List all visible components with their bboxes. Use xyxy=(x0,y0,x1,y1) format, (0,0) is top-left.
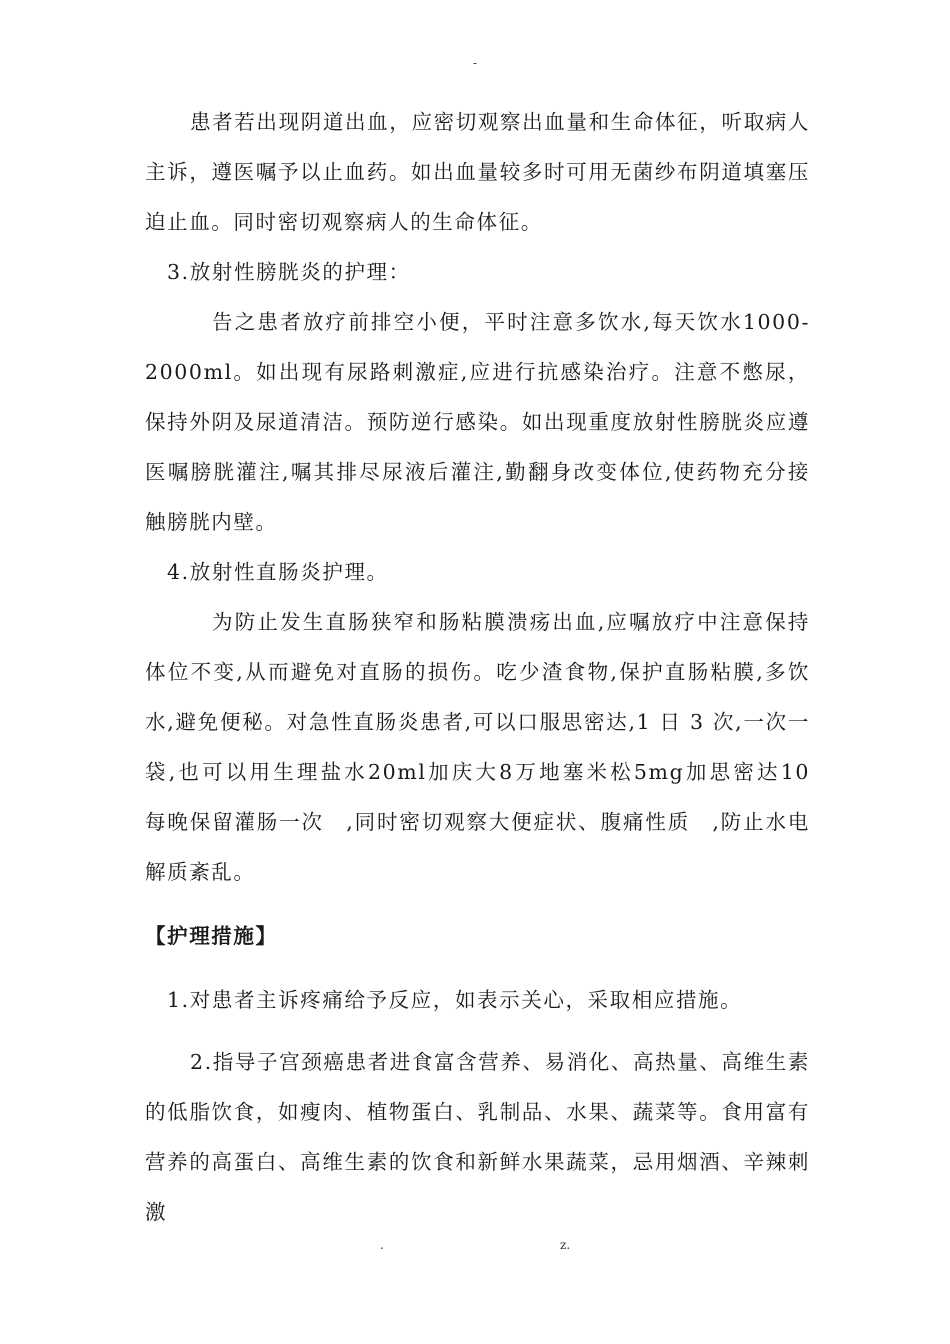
paragraph-radiation-proctitis: 为防止发生直肠狭窄和肠粘膜溃疡出血,应嘱放疗中注意保持体位不变,从而避免对直肠的损伤。吃少渣食物,保护直肠粘膜,多饮水,避免便秘。对急性直肠炎患者,可以口服思密达,1 日 3 次,一次一袋,也可以用生理盐水20ml加庆大8万地塞米松5mg加思密达10 每晚保留灌肠一次 ,同时密切观察大便症状、腹痛性质 ,防止水电解质紊乱。 xyxy=(145,610,833,884)
measure-item-2: 2.指导子宫颈癌患者进食富含营养、易消化、高热量、高维生素的低脂饮食，如瘦肉、植物蛋白、乳制品、水果、蔬菜等。食用富有营养的高蛋白、高维生素的饮食和新鲜水果蔬菜，忌用烟酒、辛辣刺激 xyxy=(145,1050,810,1224)
page-footer-left: . xyxy=(380,1238,384,1252)
heading-radiation-cystitis: 3.放射性膀胱炎的护理： xyxy=(167,260,411,284)
page-header-mark: - xyxy=(472,56,478,70)
heading-radiation-proctitis: 4.放射性直肠炎护理。 xyxy=(167,560,389,584)
page-footer-right: z. xyxy=(560,1238,571,1252)
section-title-nursing-measures: 【护理措施】 xyxy=(145,924,278,948)
paragraph-bleeding-care: 患者若出现阴道出血，应密切观察出血量和生命体征，听取病人主诉，遵医嘱予以止血药。如出血量较多时可用无菌纱布阴道填塞压迫止血。同时密切观察病人的生命体征。 xyxy=(145,110,810,234)
paragraph-radiation-cystitis: 告之患者放疗前排空小便，平时注意多饮水,每天饮水1000-2000ml。如出现有尿路刺激症,应进行抗感染治疗。注意不憋尿，保持外阴及尿道清洁。预防逆行感染。如出现重度放射性膀胱炎应遵医嘱膀胱灌注,嘱其排尽尿液后灌注,勤翻身改变体位,使药物充分接触膀胱内壁。 xyxy=(145,310,810,534)
document-body xyxy=(145,97,833,1237)
measure-item-1: 1.对患者主诉疼痛给予反应，如表示关心，采取相应措施。 xyxy=(167,988,743,1012)
